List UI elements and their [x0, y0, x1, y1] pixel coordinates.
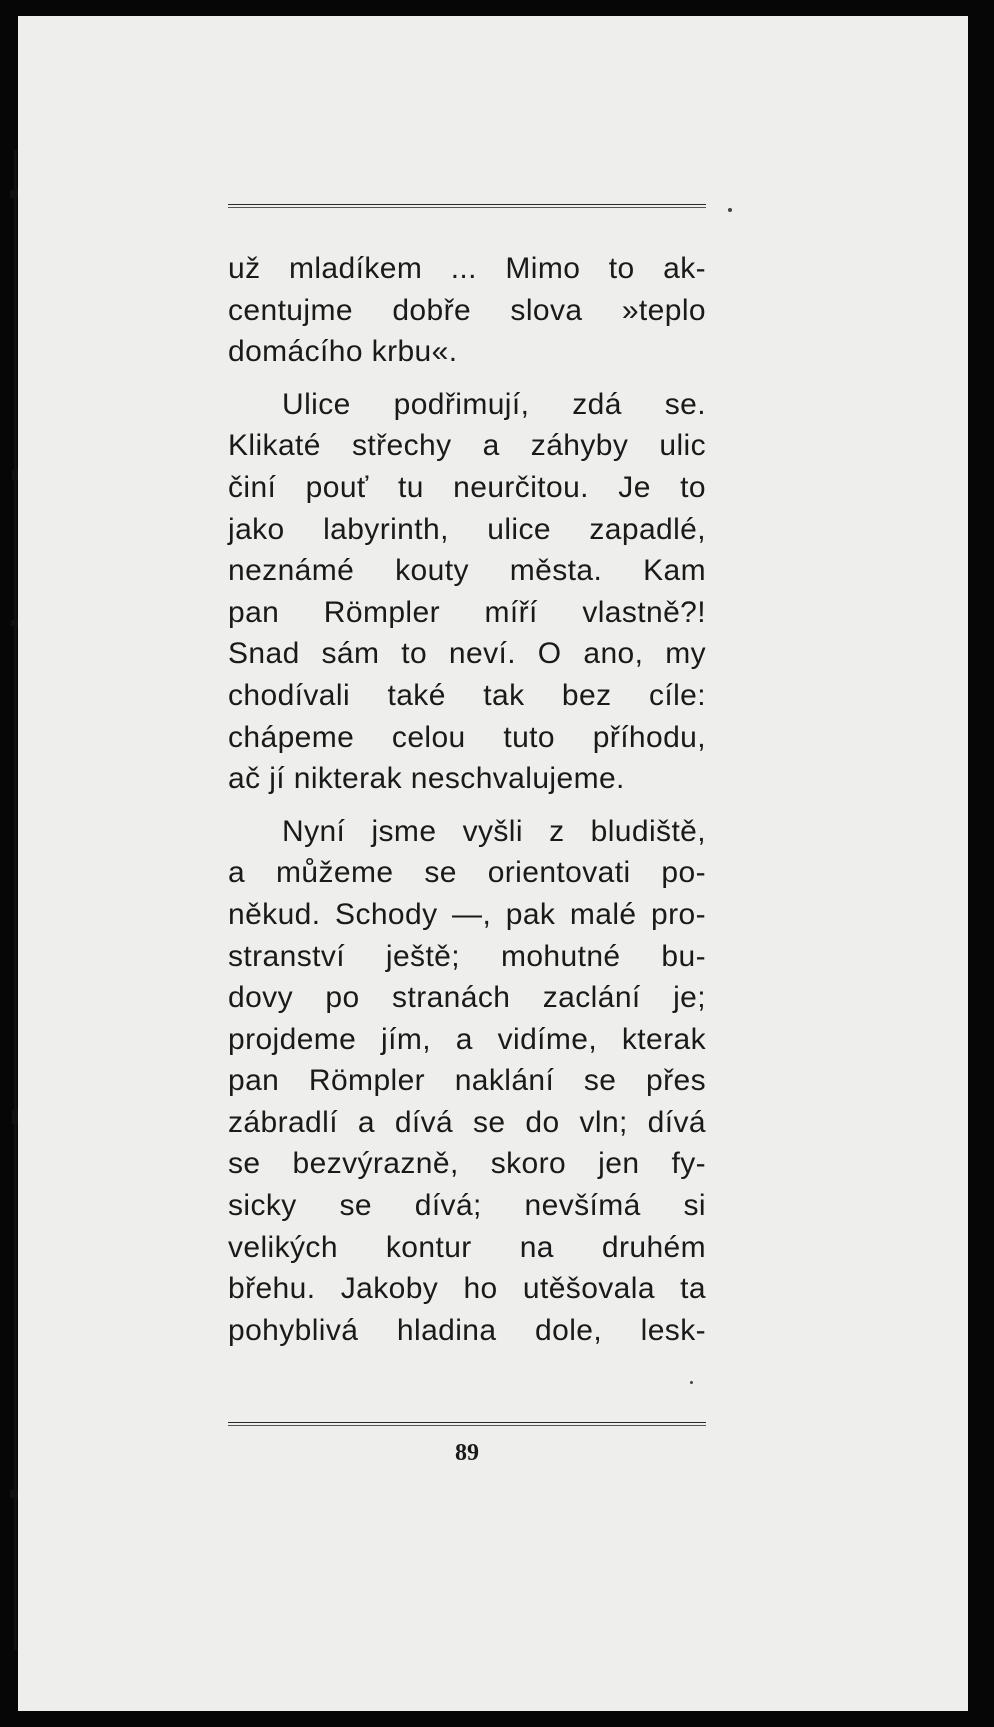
paper-speck	[728, 208, 732, 212]
text-line: velikých kontur na druhém	[228, 1230, 706, 1264]
paragraph	[228, 384, 706, 800]
text-line: stranství ještě; mohutné bu-	[228, 939, 706, 973]
text-line: pan Römpler míří vlastně?!	[228, 595, 706, 629]
page-number: 89	[455, 1440, 479, 1466]
text-line: a můžeme se orientovati po-	[228, 856, 706, 890]
footer-rule	[228, 1422, 706, 1426]
text-line: centujme dobře slova »teplo	[228, 293, 706, 327]
text-line: Nyní jsme vyšli z bludiště,	[282, 814, 706, 848]
text-line: už mladíkem ... Mimo to ak-	[228, 252, 706, 285]
paragraph	[228, 248, 706, 373]
paragraph	[228, 811, 706, 1352]
text-line: domácího krbu«.	[228, 335, 458, 369]
text-line: Klikaté střechy a záhyby ulic	[228, 429, 706, 463]
text-line: neznámé kouty města. Kam	[228, 554, 706, 588]
paper-speck	[690, 1381, 693, 1384]
text-line: někud. Schody —, pak malé pro-	[228, 897, 706, 931]
text-line: pohyblivá hladina dole, lesk-	[228, 1313, 706, 1347]
text-line: zábradlí a dívá se do vln; dívá	[228, 1105, 706, 1139]
text-line: chodívali také tak bez cíle:	[228, 678, 706, 712]
text-line: činí pouť tu neurčitou. Je to	[228, 470, 706, 504]
text-line: břehu. Jakoby ho utěšovala ta	[228, 1272, 706, 1306]
text-line: chápeme celou tuto příhodu,	[228, 720, 706, 754]
header-rule	[228, 204, 706, 208]
text-line: pan Römpler naklání se přes	[228, 1064, 706, 1098]
text-line: jako labyrinth, ulice zapadlé,	[228, 512, 706, 546]
body-text	[228, 248, 706, 1351]
text-line: ač jí nikterak neschvalujeme.	[228, 762, 625, 796]
text-line: sicky se dívá; nevšímá si	[228, 1189, 706, 1223]
text-line: Snad sám to neví. O ano, my	[228, 637, 706, 671]
text-line: Ulice podřimují, zdá se.	[282, 387, 706, 421]
text-line: projdeme jím, a vidíme, kterak	[228, 1022, 706, 1056]
text-line: se bezvýrazně, skoro jen fy-	[228, 1147, 706, 1181]
text-line: dovy po stranách zaclání je;	[228, 981, 706, 1015]
